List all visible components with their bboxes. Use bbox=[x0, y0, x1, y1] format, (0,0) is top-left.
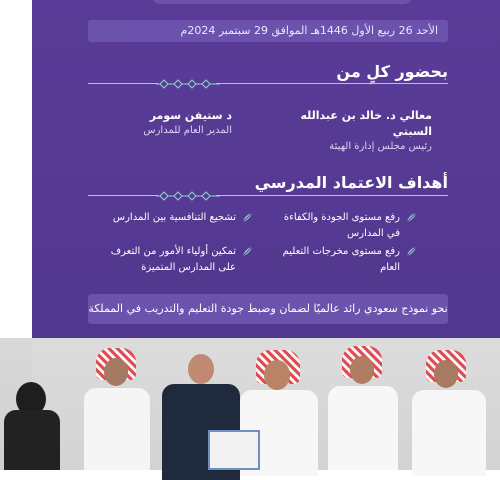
top-strip bbox=[152, 0, 412, 4]
attendance-title: بحضور كلٍ من bbox=[336, 62, 448, 81]
goal-2 bbox=[104, 210, 254, 226]
person-2-name: د ستيفن سومر bbox=[149, 109, 232, 122]
goal-4-text: تمكين أولياء الأمور من التعرف على المدارس المتميزة bbox=[110, 246, 236, 273]
person-2-role: المدير العام للمدارس bbox=[143, 125, 232, 136]
person-1-role: رئيس مجلس إدارة الهيئة bbox=[329, 141, 432, 152]
banner: نحو نموذج سعودي رائد عالميًا لضمان وضبط جودة التعليم والتدريب في المملكة bbox=[88, 294, 448, 324]
goals-title: أهداف الاعتماد المدرسي bbox=[254, 173, 448, 192]
goal-1 bbox=[268, 210, 418, 242]
diamond-chain-icon bbox=[156, 190, 220, 202]
date-bar: الأحد 26 ربيع الأول 1446هـ الموافق 29 سبتمبر 2024م bbox=[88, 20, 448, 42]
group-photo bbox=[0, 338, 500, 470]
divider-diamond-icon bbox=[88, 78, 448, 90]
goal-3-text: رفع مستوى مخرجات التعليم العام bbox=[282, 246, 400, 273]
goal-1-text: رفع مستوى الجودة والكفاءة في المدارس bbox=[283, 212, 400, 239]
leaf-icon bbox=[242, 246, 254, 258]
goal-4 bbox=[104, 244, 254, 276]
person-1 bbox=[262, 108, 432, 154]
person-2 bbox=[32, 108, 232, 138]
certificate bbox=[208, 430, 260, 470]
divider-diamond-icon-2 bbox=[88, 190, 448, 202]
person-1-name: معالي د. خالد بن عبدالله السبتي bbox=[300, 109, 432, 138]
leaf-icon bbox=[242, 212, 254, 224]
goal-2-text: تشجيع التنافسية بين المدارس bbox=[112, 212, 236, 223]
leaf-icon bbox=[406, 212, 418, 224]
leaf-icon bbox=[406, 246, 418, 258]
diamond-chain-icon bbox=[156, 78, 220, 90]
goal-3 bbox=[268, 244, 418, 276]
